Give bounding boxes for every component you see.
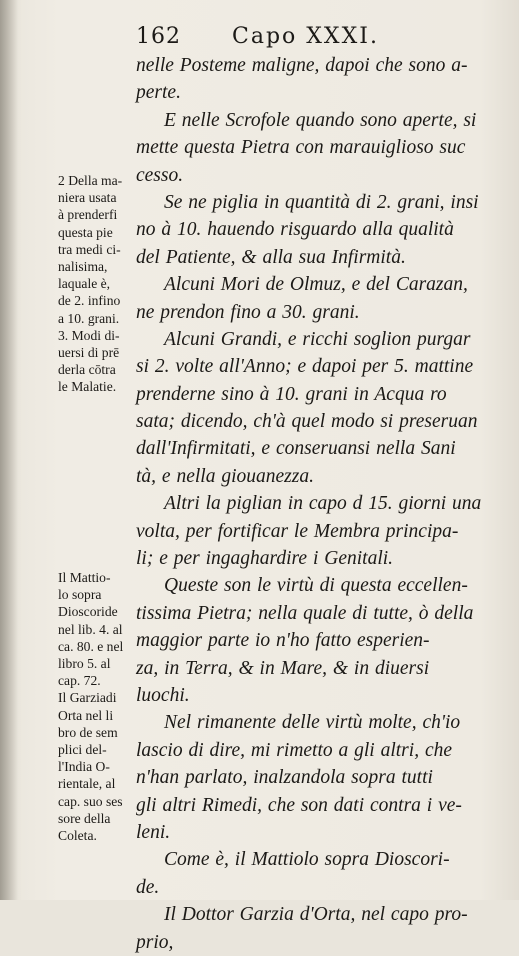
margin-note-line: Coleta. — [58, 828, 97, 844]
body-line: E nelle Scrofole quando sono aperte, si — [164, 109, 477, 131]
margin-note-line: a 10. grani. — [58, 310, 120, 326]
body-line: Altri la piglian in capo d 15. giorni una — [164, 493, 482, 515]
body-line: perte. — [136, 82, 181, 104]
margin-note-line: ca. 80. e nel — [58, 638, 124, 654]
body-line: Alcuni Grandi, e ricchi soglion purgar — [164, 328, 471, 350]
body-line: sata; dicendo, ch'à quel modo si preseruan — [136, 411, 478, 433]
body-line: lascio di dire, mi rimetto a gli altri, che — [136, 739, 453, 761]
body-line: Il Dottor Garzia d'Orta, nel capo pro- — [164, 904, 468, 926]
margin-note-line: Il Garziadi — [58, 690, 117, 706]
body-line: nelle Posteme maligne, dapoi che sono a- — [136, 55, 468, 76]
margin-note-line: l'India O- — [58, 759, 110, 775]
margin-note-line: nel lib. 4. al — [58, 621, 123, 637]
body-line: Nel rimanente delle virtù molte, ch'io — [164, 712, 461, 734]
body-text — [136, 52, 508, 956]
body-line: prio, — [136, 931, 174, 953]
margin-note-references — [58, 569, 138, 844]
body-line: prenderne sino à 10. grani in Acqua ro — [136, 383, 447, 405]
margin-note-line: de 2. infino — [58, 293, 121, 309]
body-line: Come è, il Mattiolo sopra Dioscori- — [164, 849, 450, 871]
chapter-title: Capo XXXI. — [232, 24, 379, 49]
margin-note-line: rientale, al — [58, 776, 116, 792]
body-line: tissima Pietra; nella quale di tutte, ò della — [136, 602, 474, 624]
body-line: Queste son le virtù di questa eccellen- — [164, 575, 468, 597]
body-line: si 2. volte all'Anno; e dapoi per 5. mattine — [136, 356, 474, 378]
body-line: no à 10. hauendo risguardo alla qualità — [136, 219, 454, 241]
margin-note-dosage — [58, 172, 138, 396]
margin-note-line: bro de sem — [58, 724, 118, 740]
body-line: volta, per fortificar le Membra principa- — [136, 520, 459, 542]
margin-note-line: sore della — [58, 810, 111, 826]
margin-note-line: 2 Della ma- — [58, 173, 123, 188]
page-number: 162 — [136, 24, 181, 49]
margin-note-line: 3. Modi di- — [58, 327, 120, 343]
margin-note-line: lo sopra — [58, 587, 102, 603]
margin-note-line: à prenderfi — [58, 207, 118, 223]
body-line: leni. — [136, 821, 171, 843]
margin-note-line: cap. suo ses — [58, 793, 123, 809]
body-line: li; e per ingaghardire i Genitali. — [136, 548, 394, 570]
body-line: del Patiente, & alla sua Infirmità. — [136, 246, 406, 268]
body-line: mette questa Pietra con marauiglioso suc — [136, 137, 466, 159]
body-line: dall'Infirmitati, e conseruansi nella Sani — [136, 438, 456, 460]
body-line: Se ne piglia in quantità di 2. grani, insi — [164, 191, 479, 213]
body-line: gli altri Rimedi, che son dati contra i ve- — [136, 794, 462, 816]
gutter-shadow — [0, 0, 18, 900]
margin-note-line: le Malatie. — [58, 379, 117, 395]
body-line: luochi. — [136, 684, 190, 706]
margin-note-line: Orta nel li — [58, 707, 114, 723]
body-line: n'han parlato, inalzandola sopra tutti — [136, 767, 433, 789]
page-header — [136, 22, 506, 52]
margin-note-line: nalisima, — [58, 259, 108, 275]
margin-note-line: cap. 72. — [58, 673, 101, 689]
margin-note-line: niera usata — [58, 190, 117, 206]
body-line: cesso. — [136, 164, 184, 186]
body-line: tà, e nella giouanezza. — [136, 465, 314, 487]
margin-note-line: plici del- — [58, 742, 107, 758]
margin-note-line: questa pie — [58, 224, 113, 240]
body-line: maggior parte io n'ho fatto esperien- — [136, 630, 430, 652]
body-line: za, in Terra, & in Mare, & in diuersi — [136, 657, 430, 679]
margin-note-line: laquale è, — [58, 276, 111, 292]
body-line: ne prendon fino a 30. grani. — [136, 301, 360, 323]
margin-note-line: Dioscoride — [58, 604, 118, 620]
body-line: de. — [136, 876, 160, 898]
margin-note-line: uersi di prē — [58, 345, 120, 361]
margin-note-line: libro 5. al — [58, 656, 111, 672]
margin-note-line: Il Mattio- — [58, 570, 111, 585]
margin-note-line: derla cōtra — [58, 362, 116, 378]
body-line: Alcuni Mori de Olmuz, e del Carazan, — [164, 274, 468, 296]
margin-note-line: tra medi ci- — [58, 241, 121, 257]
